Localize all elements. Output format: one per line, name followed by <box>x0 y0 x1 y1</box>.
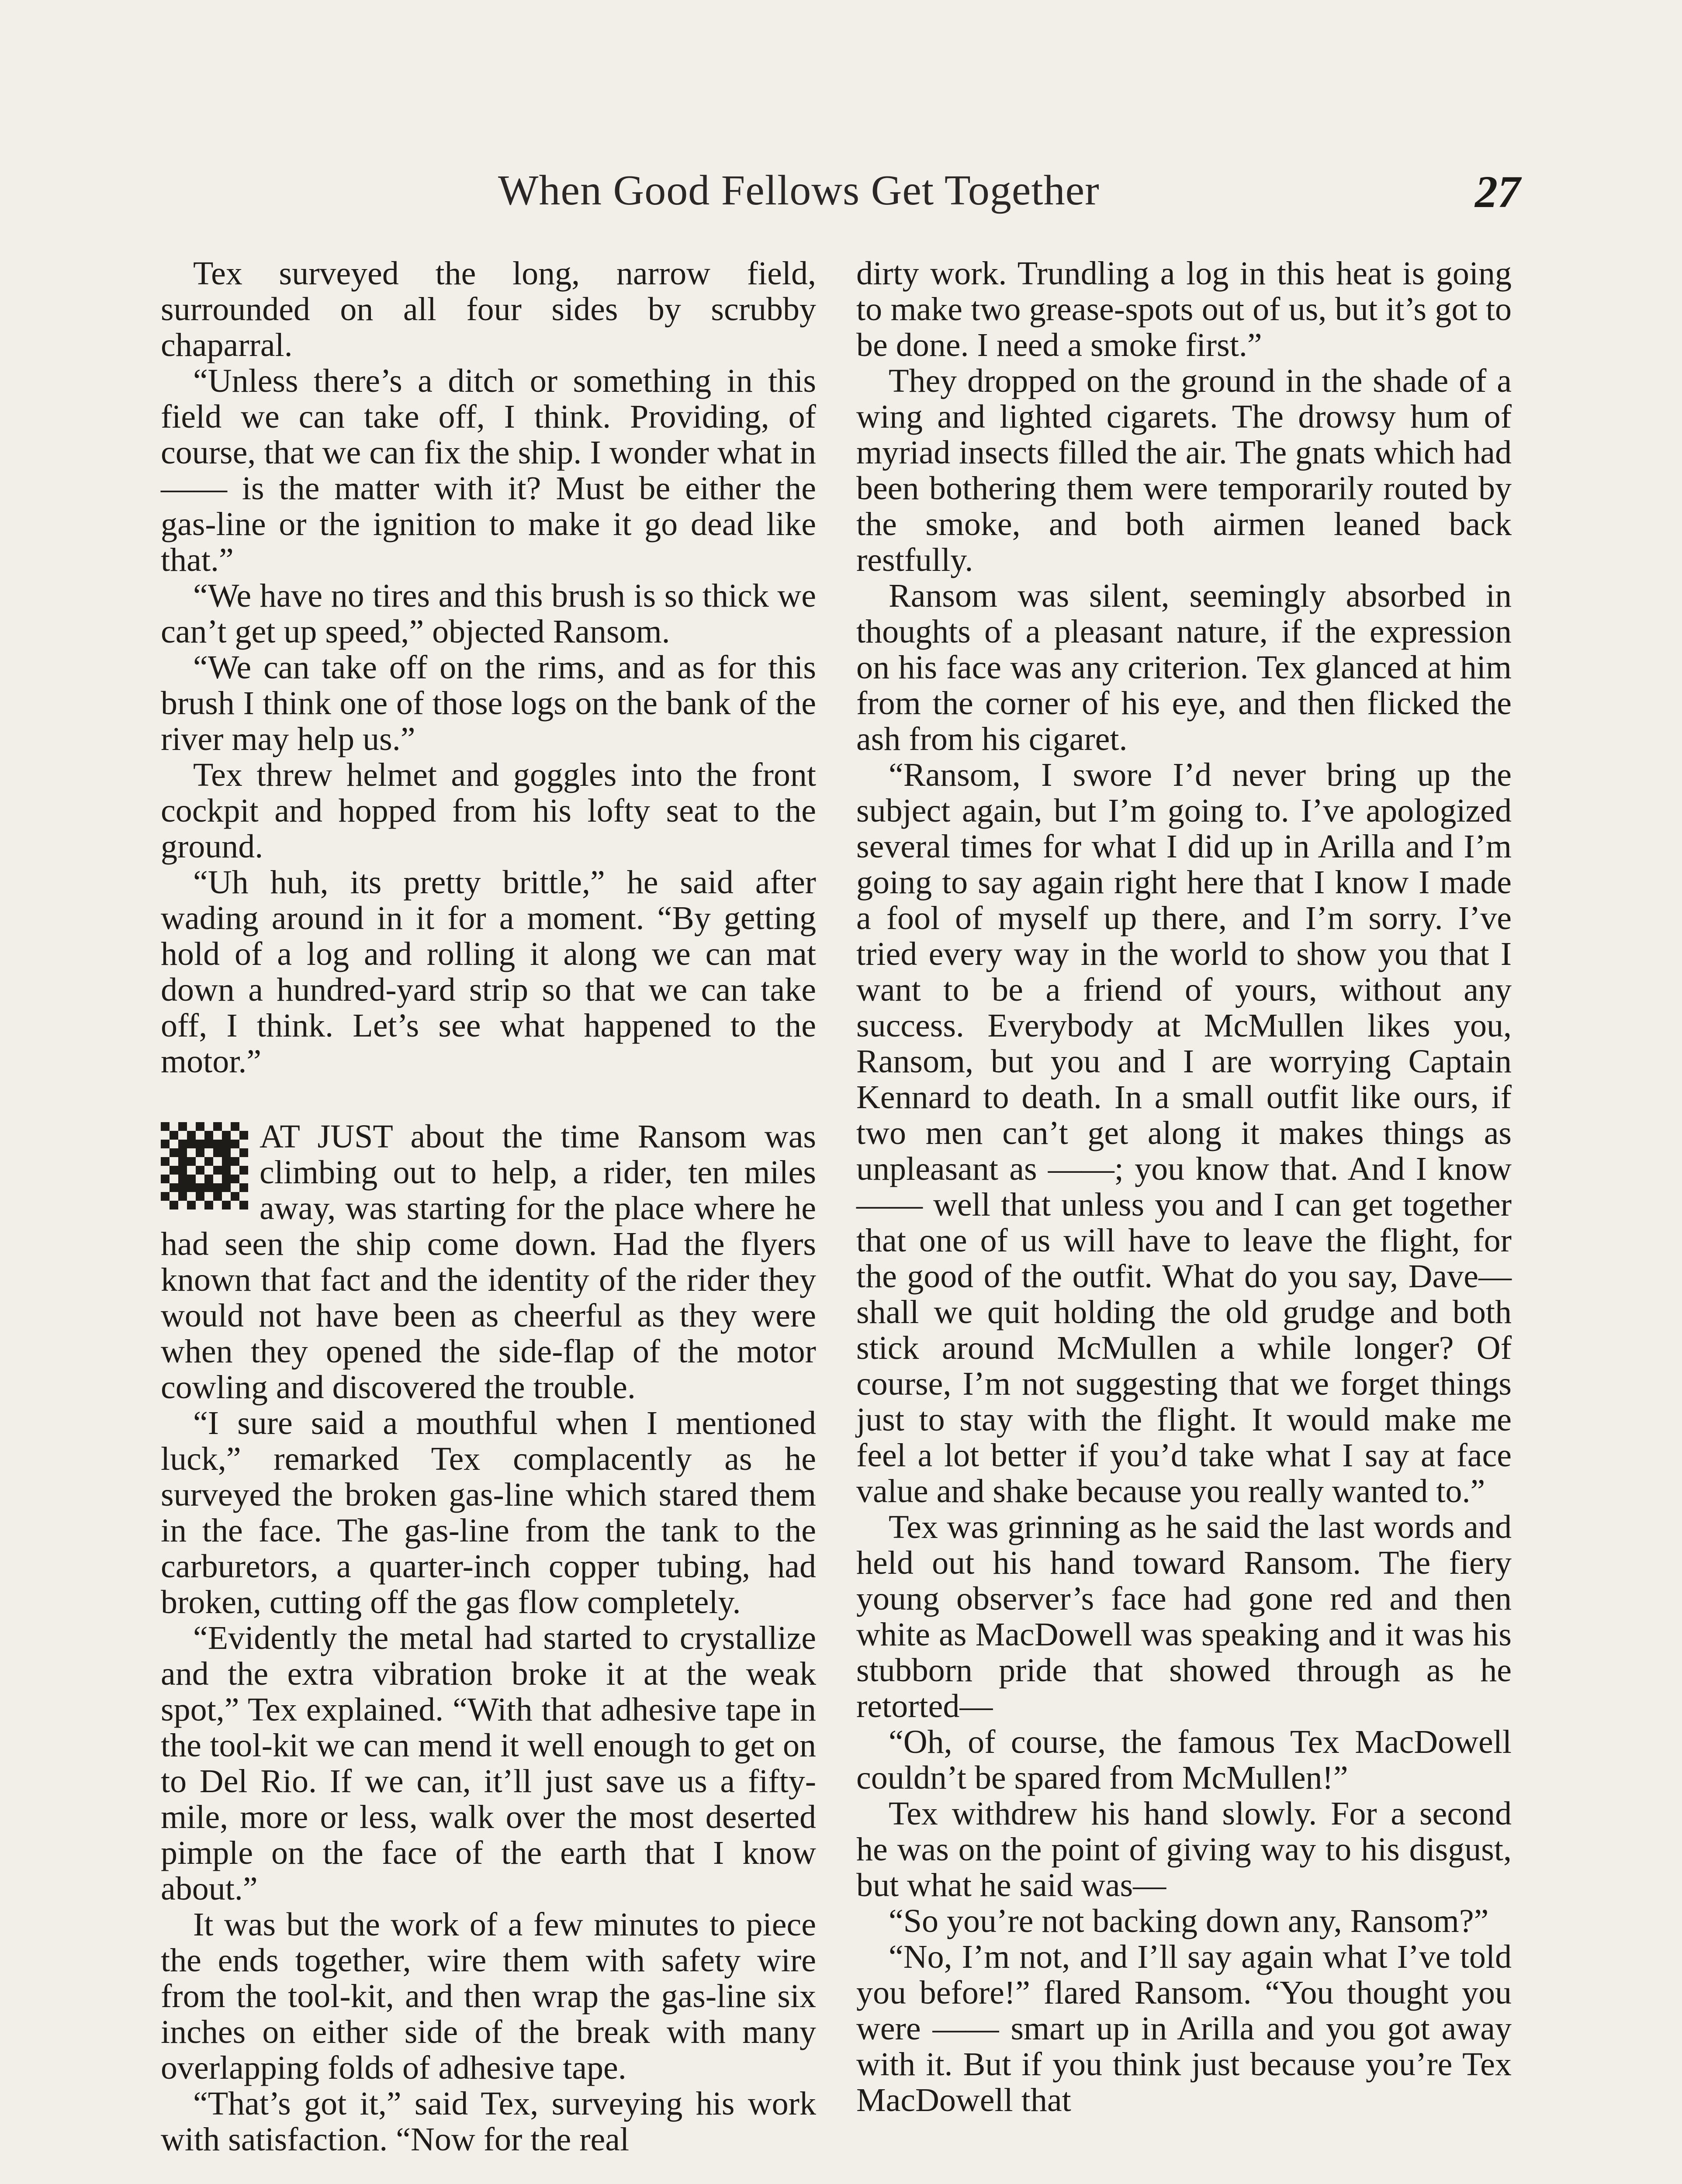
paragraph: Tex withdrew his hand slowly. For a second he was on the point of giving way to his disgust, but what he said was— <box>856 1795 1512 1904</box>
checkered-ornament-icon <box>161 1122 248 1209</box>
paragraph: “Ransom, I swore I’d never bring up the subject again, but I’m going to. I’ve apologized several times for what I did up in Arilla and I’m going to say again right here that I know I made a fool of myself up there, and I’m sorry. I’ve tried every way in the world to show you that I want to be a friend of yours, without any success. Everybody at McMullen likes you, Ransom, but you and I are worrying Captain Kennard to death. In a small outfit like ours, if two men can’t get along it makes things as unpleasant as ——; you know that. And I know —— well that unless you and I can get together that one of us will have to leave the flight, for the good of the outfit. What do you say, Dave—shall we quit holding the old grudge and both stick around McMullen a while longer? Of course, I’m not suggesting that we forget things just to stay with the flight. It would make me feel a lot better if you’d take what I say at face value and shake because you really wanted to.” <box>856 757 1512 1510</box>
section-opening <box>161 1119 816 1405</box>
paragraph: “So you’re not backing down any, Ransom?” <box>889 1903 1489 1939</box>
paragraph: Tex was grinning as he said the last words and held out his hand toward Ransom. The fiery young observer’s face had gone red and then white as MacDowell was speaking and it was his stubborn pride that showed through as he retorted— <box>856 1509 1512 1724</box>
paragraph: They dropped on the ground in the shade of a wing and lighted cigarets. The drowsy hum of myriad insects filled the air. The gnats which had been bothering them were temporarily routed by the smoke, and both airmen leaned back restfully. <box>856 363 1512 578</box>
paragraph: It was but the work of a few minutes to piece the ends together, wire them with safety wire from the tool-kit, and then wrap the gas-line six inches on either side of the break with many overlapping folds of adhesive tape. <box>161 1906 816 2086</box>
running-head <box>0 166 1682 227</box>
paragraph: “We have no tires and this brush is so thick we can’t get up speed,” objected Ransom. <box>161 577 816 650</box>
paragraph: “Evidently the metal had started to crystallize and the extra vibration broke it at the weak spot,” Tex explained. “With that adhesive tape in the tool-kit we can mend it well enough to get on to Del Rio. If we can, it’ll just save us a fifty-mile, more or less, walk over the most deserted pimple on the face of the earth that I know about.” <box>161 1620 816 1907</box>
paragraph: “I sure said a mouthful when I mentioned luck,” remarked Tex complacently as he surveyed the broken gas-line which stared them in the face. The gas-line from the tank to the carburetors, a quarter-inch copper tubing, had broken, cutting off the gas flow completely. <box>161 1405 816 1621</box>
left-column <box>161 256 816 2157</box>
page-number: 27 <box>1475 167 1520 217</box>
right-column <box>856 256 1512 2118</box>
paragraph: “We can take off on the rims, and as for this brush I think one of those logs on the bank of the river may help us.” <box>161 649 816 757</box>
paragraph: “Unless there’s a ditch or something in this field we can take off, I think. Providing, of course, that we can fix the ship. I wonder what in —— is the matter with it? Must be either the gas-line or the ignition to make it go dead like that.” <box>161 363 816 578</box>
section-opening-paragraph: AT JUST about the time Ransom was climbing out to help, a rider, ten miles away, was starting for the place where he had seen the ship come down. Had the flyers known that fact and the identity of the rider they would not have been as cheerful as they were when they opened the side-flap of the motor cowling and discovered the trouble. <box>161 1118 816 1406</box>
paragraph: “Oh, of course, the famous Tex MacDowell couldn’t be spared from McMullen!” <box>856 1724 1512 1796</box>
paragraph: “That’s got it,” said Tex, surveying his work with satisfaction. “Now for the real <box>161 2085 816 2158</box>
paragraph: “No, I’m not, and I’ll say again what I’ve told you before!” flared Ransom. “You thought you were —— smart up in Arilla and you got away with it. But if you think just because you’re Tex MacDowell that <box>856 1939 1512 2118</box>
paragraph: Ransom was silent, seemingly absorbed in thoughts of a pleasant nature, if the expression on his face was any criterion. Tex glanced at him from the corner of his eye, and then flicked the ash from his cigaret. <box>856 577 1512 757</box>
paragraph: Tex threw helmet and goggles into the front cockpit and hopped from his lofty seat to the ground. <box>161 757 816 865</box>
paragraph: Tex surveyed the long, narrow field, surrounded on all four sides by scrubby chaparral. <box>161 255 816 363</box>
paragraph-continuation: dirty work. Trundling a log in this heat is going to make two grease-spots out of us, but it’s got to be done. I need a smoke first.” <box>856 255 1512 363</box>
paragraph: “Uh huh, its pretty brittle,” he said after wading around in it for a moment. “By getting hold of a log and rolling it along we can mat down a hundred-yard strip so that we can take off, I think. Let’s see what happened to the motor.” <box>161 864 816 1080</box>
running-title: When Good Fellows Get Together <box>498 167 1100 214</box>
